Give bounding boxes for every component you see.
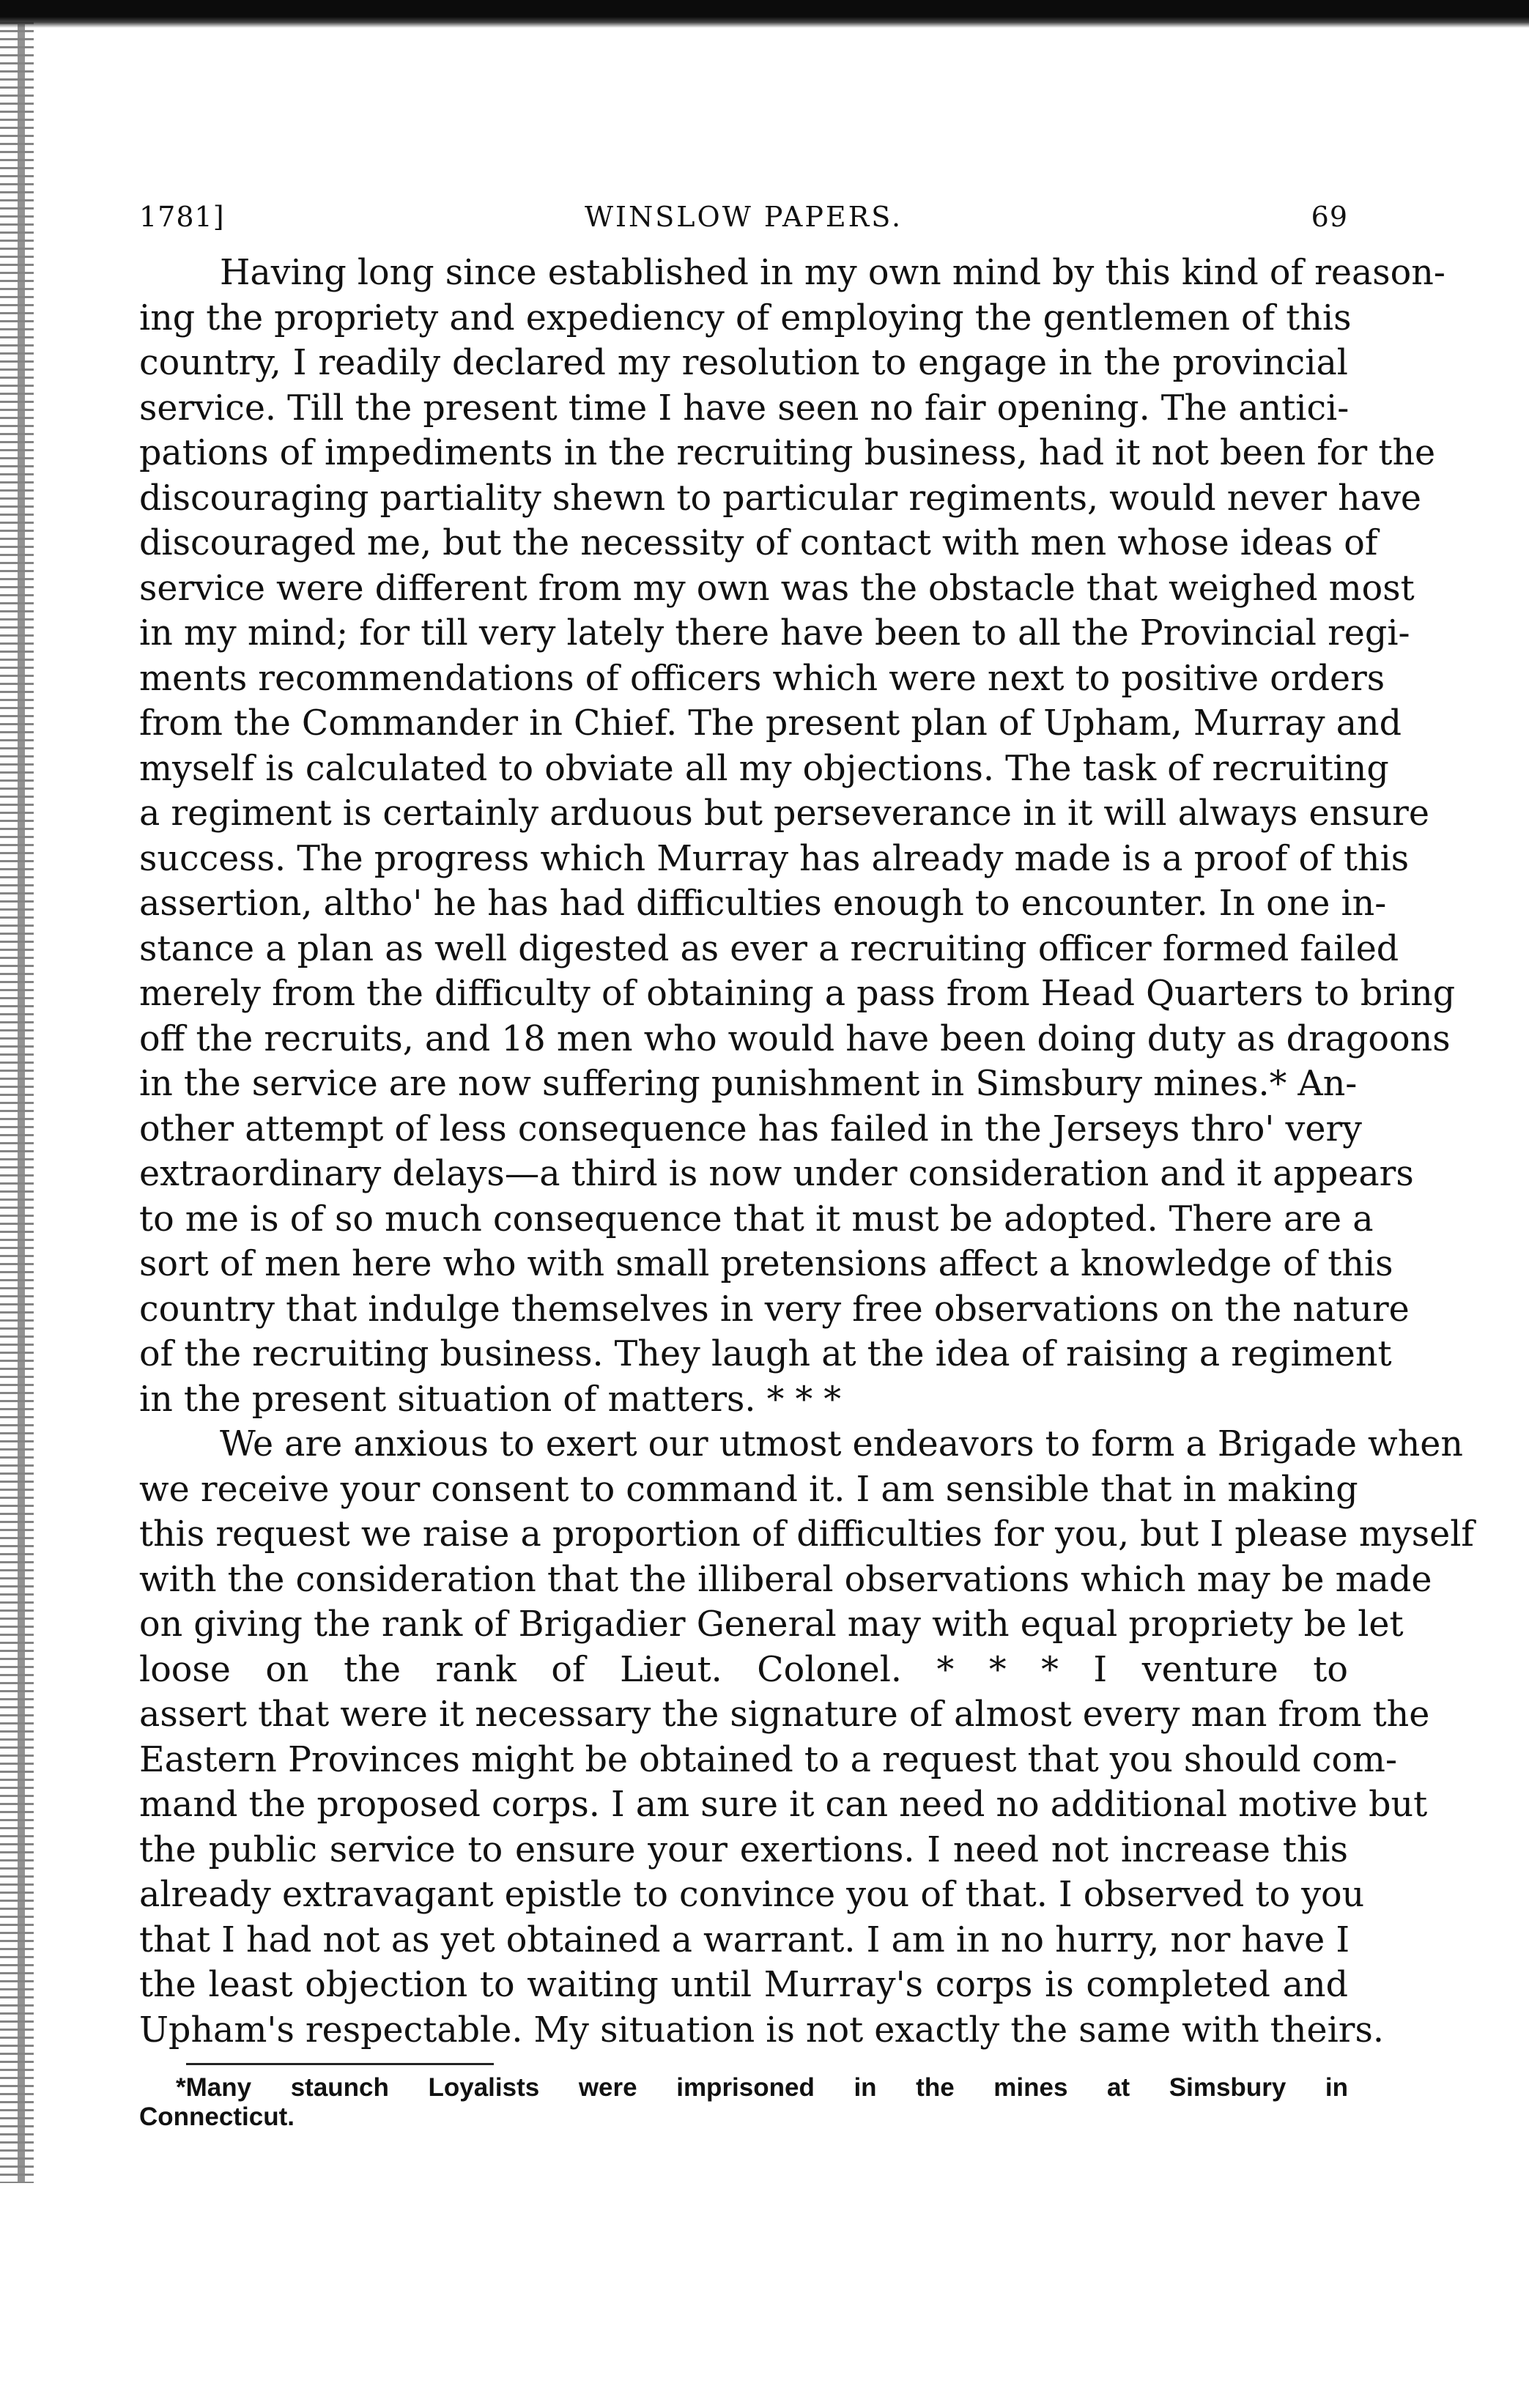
page-number: 69	[1311, 201, 1348, 233]
text-line: the public service to ensure your exertions. I need not increase this	[139, 1829, 1348, 1870]
text-line: pations of impediments in the recruiting business, had it not been for the	[139, 433, 1436, 473]
running-head-year: 1781]	[139, 201, 225, 233]
text-line: ments recommendations of officers which were next to positive orders	[139, 658, 1385, 699]
body-text	[139, 251, 1474, 2053]
text-line: We are anxious to exert our utmost endeavors to form a Brigade when	[220, 1424, 1463, 1464]
text-line: a regiment is certainly arduous but perseverance in it will always ensure	[139, 793, 1430, 834]
text-line: in the service are now suffering punishment in Simsbury mines.* An-	[139, 1064, 1358, 1104]
text-line: country, I readily declared my resolution to engage in the provincial	[139, 343, 1348, 383]
text-line: success. The progress which Murray has already made is a proof of this	[139, 838, 1410, 879]
text-line: country that indulge themselves in very free observations on the nature	[139, 1289, 1410, 1330]
text-line: Eastern Provinces might be obtained to a request that you should com-	[139, 1739, 1398, 1780]
footnote	[139, 2073, 1348, 2132]
text-line: of the recruiting business. They laugh at the idea of raising a regiment	[139, 1334, 1392, 1374]
text-line: discouraging partiality shewn to particular regiments, would never have	[139, 478, 1422, 519]
text-line: on giving the rank of Brigadier General may with equal propriety be let	[139, 1604, 1404, 1645]
text-line: sort of men here who with small pretensions affect a knowledge of this	[139, 1244, 1393, 1284]
footnote-rule	[186, 2063, 494, 2065]
text-line: stance a plan as well digested as ever a recruiting officer formed failed	[139, 928, 1399, 969]
page-binding-edge	[0, 22, 34, 2183]
running-head-title: WINSLOW PAPERS.	[584, 201, 903, 233]
paragraph	[139, 1422, 1474, 2053]
text-line: service were different from my own was the obstacle that weighed most	[139, 568, 1415, 609]
text-line: Upham's respectable. My situation is not exactly the same with theirs.	[139, 2009, 1384, 2050]
text-line: loose on the rank of Lieut. Colonel. * * * I venture to	[139, 1649, 1348, 1690]
text-line: this request we raise a proportion of difficulties for you, but I please myself	[139, 1514, 1474, 1555]
top-border-rule	[0, 0, 1529, 28]
text-line: ing the propriety and expediency of employing the gentlemen of this	[139, 297, 1352, 338]
text-line: merely from the difficulty of obtaining a pass from Head Quarters to bring	[139, 974, 1456, 1014]
text-line: other attempt of less consequence has failed in the Jerseys thro' very	[139, 1108, 1362, 1149]
text-line: off the recruits, and 18 men who would have been doing duty as dragoons	[139, 1018, 1451, 1059]
text-line: to me is of so much consequence that it must be adopted. There are a	[139, 1199, 1374, 1240]
footnote-line: Connecticut.	[139, 2103, 295, 2131]
text-line: in my mind; for till very lately there have been to all the Provincial regi-	[139, 613, 1410, 653]
text-line: mand the proposed corps. I am sure it can need no additional motive but	[139, 1785, 1428, 1825]
footnote-line: *Many staunch Loyalists were imprisoned in the mines at Simsbury in	[176, 2073, 1348, 2102]
text-line: we receive your consent to command it. I am sensible that in making	[139, 1469, 1358, 1510]
text-line: already extravagant epistle to convince you of that. I observed to you	[139, 1875, 1365, 1915]
paragraph	[139, 251, 1456, 1422]
running-head	[139, 201, 1348, 245]
text-line: with the consideration that the illiberal observations which may be made	[139, 1559, 1432, 1600]
text-line: extraordinary delays—a third is now under consideration and it appears	[139, 1154, 1414, 1194]
text-line: the least objection to waiting until Murray's corps is completed and	[139, 1965, 1348, 2005]
text-line: that I had not as yet obtained a warrant. I am in no hurry, nor have I	[139, 1919, 1350, 1960]
text-line: assertion, altho' he has had difficulties enough to encounter. In one in-	[139, 883, 1387, 924]
text-line: service. Till the present time I have seen no fair opening. The antici-	[139, 388, 1350, 429]
text-line: Having long since established in my own mind by this kind of reason-	[220, 253, 1445, 293]
text-line: discouraged me, but the necessity of contact with men whose ideas of	[139, 523, 1378, 563]
text-line: myself is calculated to obviate all my objections. The task of recruiting	[139, 748, 1389, 789]
text-line: from the Commander in Chief. The present plan of Upham, Murray and	[139, 703, 1402, 744]
text-line: assert that were it necessary the signature of almost every man from the	[139, 1694, 1430, 1735]
text-line: in the present situation of matters. * * *	[139, 1379, 842, 1420]
